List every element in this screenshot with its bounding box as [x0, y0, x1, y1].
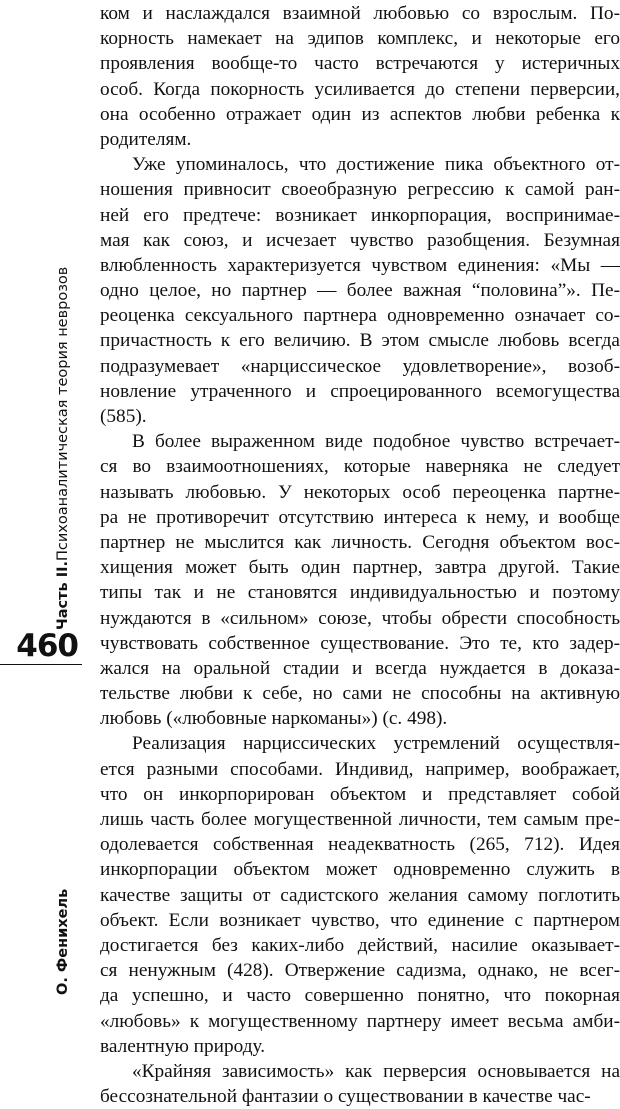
- text-line: мая как союз, и исчезает чувство разобщения. Безумная: [100, 229, 620, 251]
- body-text: [100, 1, 620, 1109]
- text-line: хищения может быть один партнер, завтра другой. Такие: [100, 557, 620, 579]
- running-head-title: Психоаналитическая теория неврозов: [55, 266, 71, 561]
- paragraph: [100, 1059, 620, 1109]
- text-line: особ. Когда покорность усиливается до степени перверсии,: [100, 78, 620, 100]
- running-head-part: Часть II.: [55, 560, 71, 630]
- text-line: В более выраженном виде подобное чувство встречает-: [132, 431, 620, 453]
- text-line: одолевается собственная неадекватность (265, 712). Идея: [100, 834, 620, 856]
- text-line: жался на оральной стадии и всегда нуждается в доказа-: [100, 657, 620, 679]
- text-line: (585).: [100, 406, 147, 427]
- text-line: качестве защиты от садистского желания самому поглотить: [100, 884, 620, 906]
- page-number: 460: [16, 628, 78, 664]
- text-line: любовь («любовные наркоманы») (с. 498).: [100, 708, 448, 730]
- text-line: ношения привносит своеобразную регрессию к самой ран-: [100, 179, 620, 201]
- paragraph: [100, 1, 620, 152]
- text-line: реоценка сексуального партнера одновременно означает со-: [100, 305, 620, 327]
- running-head-author: О. Фенихель: [55, 888, 71, 995]
- text-line: ется разными способами. Индивид, например, воображает,: [100, 758, 620, 780]
- text-line: «Крайняя зависимость» как перверсия основывается на: [132, 1060, 620, 1082]
- text-line: называть любовью. У некоторых особ переоценка партне-: [100, 481, 620, 503]
- text-line: ра не противоречит отсутствию интереса к нему, и вообще: [100, 506, 620, 528]
- paragraph: [100, 152, 620, 429]
- text-line: что он инкорпорирован объектом и представляет собой: [100, 783, 620, 805]
- text-line: нуждаются в «сильном» союзе, чтобы обрести способность: [100, 607, 620, 629]
- text-line: типы так и не становятся индивидуальностью и поэтому: [100, 582, 620, 604]
- text-line: партнер не мыслится как личность. Сегодня объектом вос-: [100, 531, 620, 553]
- text-line: да успешно, и часто совершенно понятно, что покорная: [100, 985, 620, 1007]
- text-line: «любовь» к могущественному партнеру имеет весьма амби-: [100, 1010, 620, 1032]
- text-line: чувствовать собственное существование. Это те, кто задер-: [100, 632, 620, 654]
- text-line: инкорпорации объектом может одновременно служить в: [100, 859, 620, 881]
- text-line: одно целое, но партнер — более важная “половина”». Пе-: [100, 280, 620, 302]
- text-line: новление утраченного и спроецированного всемогущества: [100, 380, 620, 402]
- text-line: ся во взаимоотношениях, которые наверняка не следует: [100, 456, 620, 478]
- paragraph: [100, 731, 620, 1058]
- running-head: [52, 210, 74, 630]
- page-number-rule: [0, 664, 82, 665]
- text-line: Уже упоминалось, что достижение пика объектного от-: [132, 154, 620, 176]
- text-line: ся ненужным (428). Отвержение садизма, однако, не всег-: [100, 960, 620, 982]
- text-line: бессознательной фантазии о существовании в качестве час-: [100, 1086, 591, 1108]
- text-line: валентную природу.: [100, 1035, 266, 1057]
- text-line: влюбленность характеризуется чувством единения: «Мы —: [100, 254, 620, 276]
- text-line: Реализация нарциссических устремлений осуществля-: [132, 733, 620, 755]
- text-line: ней его предтече: возникает инкорпорация, воспринимае-: [100, 204, 620, 226]
- text-line: корность намекает на эдипов комплекс, и некоторые его: [100, 28, 620, 50]
- text-line: подразумевает «нарциссическое удовлетворение», возоб-: [100, 355, 620, 377]
- paragraph: [100, 429, 620, 731]
- text-line: лишь часть более могущественной личности, тем самым пре-: [100, 809, 620, 830]
- text-line: причастность к его величию. В этом смысле любовь всегда: [100, 330, 620, 352]
- text-line: ком и наслаждался взаимной любовью со взрослым. По-: [100, 3, 620, 24]
- text-line: достигается без каких-либо действий, насилие оказывает-: [100, 934, 620, 956]
- text-line: объект. Если возникает чувство, что единение с партнером: [100, 909, 620, 931]
- text-line: родителям.: [100, 128, 192, 150]
- text-line: она особенно отражает один из аспектов любви ребенка к: [100, 103, 620, 125]
- text-line: проявления вообще-то часто встречаются у истеричных: [100, 53, 620, 75]
- text-line: тельстве любви к себе, но сами не способны на активную: [100, 683, 620, 705]
